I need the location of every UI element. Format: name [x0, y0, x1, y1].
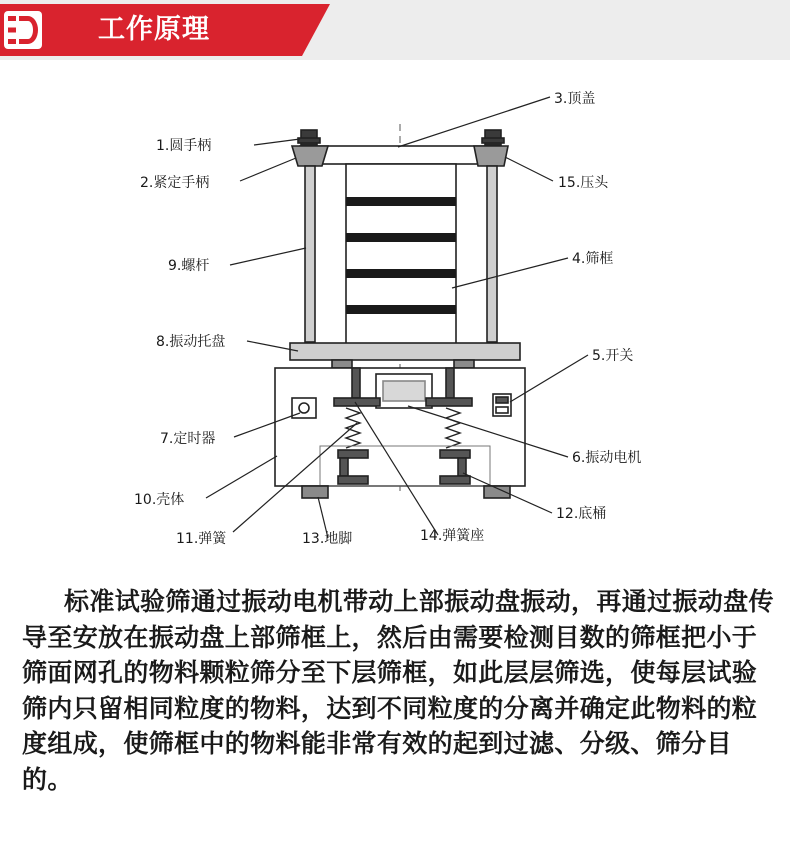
label-housing: 10.壳体 [134, 492, 185, 508]
label-foot: 13.地脚 [302, 531, 353, 547]
label-switch: 5.开关 [592, 348, 634, 364]
label-round-handle: 1.圆手柄 [156, 138, 212, 154]
label-sieve-frame: 4.筛框 [572, 251, 614, 267]
spring-seat-right [440, 450, 470, 458]
label-tighten-handle: 2.紧定手柄 [140, 175, 210, 191]
screw-rod-left [305, 166, 315, 342]
section-title: 工作原理 [98, 14, 210, 45]
brand-logo-icon [4, 11, 42, 49]
leader-press-head [505, 157, 553, 181]
principle-description: 标准试验筛通过振动电机带动上部振动盘振动，再通过振动盘传导至安放在振动盘上部筛框上，然后由需要检测目数的筛框把小于筛面网孔的物料颗粒筛分至下层筛框，如此层层筛选，使每层试验筛内只留相同粒度的物料，达到不同粒度的分离并确定此物料的粒度组成，使筛框中的物料能非常有效的起到过滤、分级、筛分目的。 [22, 587, 774, 794]
label-screw-rod: 9.螺杆 [168, 258, 210, 274]
label-top-cover: 3.顶盖 [554, 91, 596, 107]
tighten-handle-shape [292, 146, 328, 166]
foot-left [302, 486, 328, 498]
leader-housing [206, 456, 277, 498]
leader-top-cover [398, 97, 550, 147]
sieve-structure-diagram [0, 70, 790, 570]
leader-round-handle [254, 139, 300, 145]
label-vibration-tray: 8.振动托盘 [156, 334, 226, 350]
leader-screw-rod [230, 248, 306, 265]
label-spring-seat: 14.弹簧座 [420, 528, 485, 544]
label-vibration-motor: 6.振动电机 [572, 450, 642, 466]
leader-sieve-frame [452, 258, 568, 288]
label-timer: 7.定时器 [160, 431, 216, 447]
label-base-barrel: 12.底桶 [556, 506, 607, 522]
spring-seat-left [338, 450, 368, 458]
label-spring: 11.弹簧 [176, 531, 227, 547]
leader-tighten-handle [240, 158, 296, 181]
section-header [0, 0, 790, 60]
press-head-shape [474, 146, 508, 166]
screw-rod-right [487, 166, 497, 342]
sieve-frame-stack [346, 164, 456, 344]
vibration-tray-shape [290, 343, 520, 360]
top-cover-shape [300, 146, 500, 164]
label-press-head: 15.压头 [558, 175, 609, 191]
